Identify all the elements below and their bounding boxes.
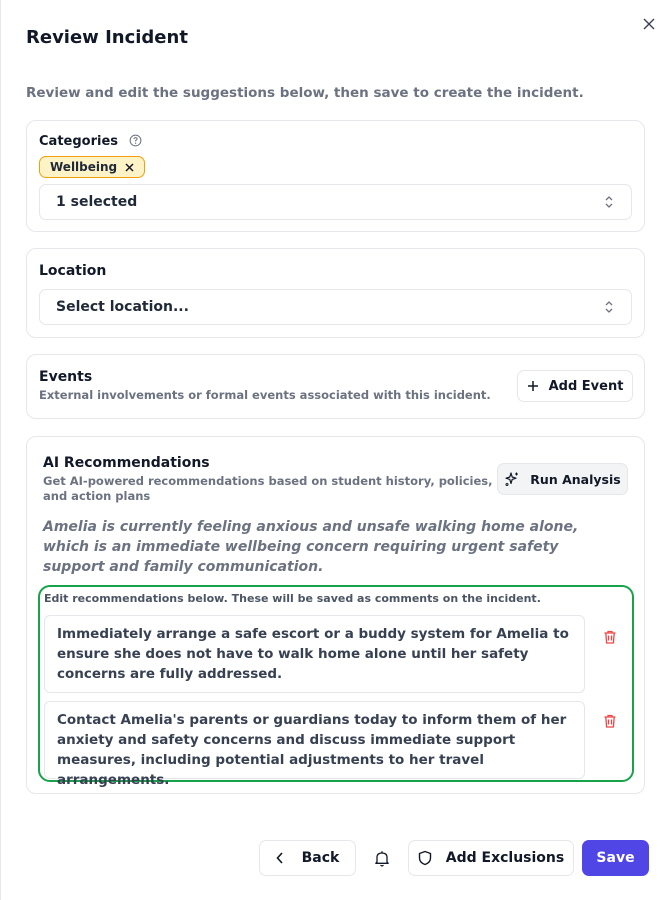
back-button[interactable] — [259, 840, 356, 876]
run-analysis-button[interactable] — [497, 463, 628, 495]
chevrons-up-down-icon — [603, 195, 615, 209]
add-event-label: Add Event — [548, 378, 624, 394]
trash-icon[interactable] — [602, 629, 618, 645]
add-event-button[interactable] — [517, 370, 633, 402]
save-button[interactable]: Save — [582, 840, 649, 876]
chevron-left-icon — [276, 852, 284, 864]
help-circle-icon[interactable] — [129, 134, 142, 147]
bell-icon — [374, 850, 390, 867]
location-select[interactable] — [39, 289, 632, 325]
dialog-subtitle: Review and edit the suggestions below, then save to create the incident. — [26, 85, 584, 101]
location-select-placeholder: Select location... — [56, 299, 189, 315]
x-icon[interactable] — [125, 163, 134, 172]
categories-label-text: Categories — [39, 134, 119, 149]
ai-description: Get AI-powered recommendations based on student history, policies, and action plans — [43, 474, 493, 503]
run-analysis-label: Run Analysis — [530, 471, 621, 487]
ai-title: AI Recommendations — [43, 455, 210, 471]
location-card — [26, 248, 645, 338]
close-button[interactable] — [639, 14, 659, 34]
notification-button[interactable] — [371, 848, 393, 868]
categories-label — [39, 134, 142, 149]
recommendation-textarea[interactable]: Immediately arrange a safe escort or a buddy system for Amelia to ensure she does not have to walk home alone until her safety concerns are fully addressed. — [44, 615, 585, 693]
recommendation-textarea[interactable]: Contact Amelia's parents or guardians today to inform them of her anxiety and safety concerns and discuss immediate support measures, including potential adjustments to her travel arrangements. — [44, 701, 585, 779]
ai-summary: Amelia is currently feeling anxious and unsafe walking home alone, which is an immediate wellbeing concern requiring urgent safety support and family communication. — [43, 519, 579, 575]
plus-icon — [527, 380, 539, 392]
add-exclusions-button[interactable] — [408, 840, 574, 876]
back-label: Back — [301, 850, 340, 866]
recommendations-box — [38, 585, 634, 788]
category-chip-wellbeing — [39, 156, 145, 178]
sparkles-icon — [504, 471, 520, 487]
chevrons-up-down-icon — [603, 300, 615, 314]
location-label: Location — [39, 263, 107, 279]
shield-icon — [418, 850, 432, 866]
events-title: Events — [39, 369, 93, 385]
categories-select[interactable] — [39, 184, 632, 220]
chip-label: Wellbeing — [50, 160, 118, 174]
dialog-title: Review Incident — [26, 27, 188, 48]
recommendations-hint: Edit recommendations below. These will be saved as comments on the incident. — [44, 592, 541, 605]
categories-card — [26, 120, 645, 232]
trash-icon[interactable] — [602, 713, 618, 729]
events-card — [26, 354, 645, 419]
add-exclusions-label: Add Exclusions — [445, 850, 565, 866]
ai-recommendations-card — [26, 436, 645, 794]
events-description: External involvements or formal events associated with this incident. — [39, 388, 491, 402]
categories-select-value: 1 selected — [56, 194, 138, 210]
close-icon — [643, 18, 655, 30]
